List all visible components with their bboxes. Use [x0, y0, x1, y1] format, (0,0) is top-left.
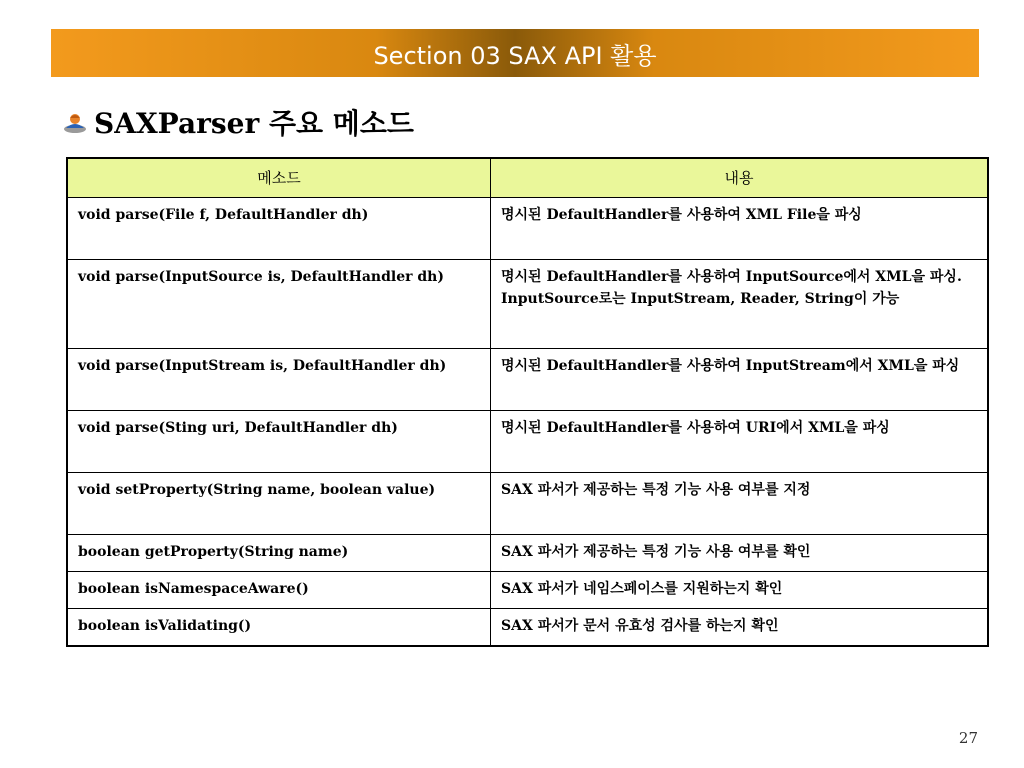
- column-header-method: 메소드: [67, 158, 491, 198]
- table-row: [67, 572, 988, 609]
- column-header-description: 내용: [491, 158, 989, 198]
- table-row: [67, 349, 988, 411]
- table-header-row: [67, 158, 988, 198]
- description-cell: SAX 파서가 문서 유효성 검사를 하는지 확인: [491, 609, 989, 646]
- description-cell: 명시된 DefaultHandler를 사용하여 XML File을 파싱: [491, 198, 989, 260]
- method-cell: void parse(InputStream is, DefaultHandler dh): [67, 349, 491, 411]
- slide-heading-text: SAXParser 주요 메소드: [94, 107, 414, 140]
- method-cell: boolean isNamespaceAware(): [67, 572, 491, 609]
- table-row: [67, 260, 988, 349]
- table-row: [67, 198, 988, 260]
- section-header-bar: [51, 29, 979, 77]
- description-cell: SAX 파서가 제공하는 특정 기능 사용 여부를 확인: [491, 535, 989, 572]
- slide-heading: [62, 100, 414, 144]
- description-cell: 명시된 DefaultHandler를 사용하여 InputSource에서 XML을 파싱. InputSource로는 InputStream, Reader, String이 가능: [491, 260, 989, 349]
- method-cell: boolean getProperty(String name): [67, 535, 491, 572]
- section-title: Section 03 SAX API 활용: [373, 41, 657, 70]
- description-cell: 명시된 DefaultHandler를 사용하여 URI에서 XML을 파싱: [491, 411, 989, 473]
- person-bullet-icon: [62, 110, 88, 134]
- page-number: 27: [958, 729, 978, 747]
- table-row: [67, 535, 988, 572]
- description-cell: SAX 파서가 제공하는 특정 기능 사용 여부를 지정: [491, 473, 989, 535]
- description-cell: 명시된 DefaultHandler를 사용하여 InputStream에서 XML을 파싱: [491, 349, 989, 411]
- method-cell: boolean isValidating(): [67, 609, 491, 646]
- table-row: [67, 609, 988, 646]
- description-cell: SAX 파서가 네임스페이스를 지원하는지 확인: [491, 572, 989, 609]
- table-row: [67, 411, 988, 473]
- method-cell: void parse(File f, DefaultHandler dh): [67, 198, 491, 260]
- method-cell: void parse(Sting uri, DefaultHandler dh): [67, 411, 491, 473]
- methods-table: [66, 157, 989, 647]
- table-row: [67, 473, 988, 535]
- method-cell: void parse(InputSource is, DefaultHandler dh): [67, 260, 491, 349]
- method-cell: void setProperty(String name, boolean value): [67, 473, 491, 535]
